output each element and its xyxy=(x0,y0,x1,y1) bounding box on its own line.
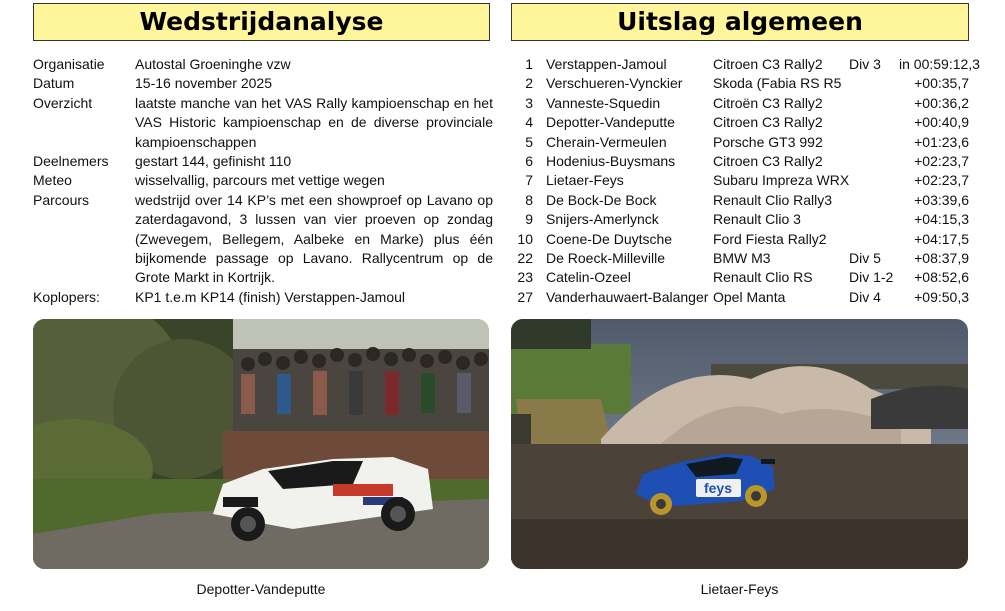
result-position: 8 xyxy=(525,191,533,208)
result-car: Citroën C3 Rally2 xyxy=(713,94,823,111)
result-division xyxy=(849,94,899,113)
photo-caption-right: Lietaer-Feys xyxy=(700,581,779,597)
result-car: Citroen C3 Rally2 xyxy=(713,114,823,131)
result-division xyxy=(849,133,899,152)
result-row xyxy=(511,113,969,132)
result-division xyxy=(849,74,899,93)
info-label: Organisatie xyxy=(33,56,105,72)
result-position: 5 xyxy=(525,133,533,150)
result-crew: De Bock-De Bock xyxy=(546,191,657,208)
result-row xyxy=(511,74,969,93)
result-division xyxy=(849,152,899,171)
result-row xyxy=(511,191,969,210)
info-row xyxy=(33,191,493,288)
result-position: 6 xyxy=(525,153,533,170)
results-header: Uitslag algemeen xyxy=(511,3,969,41)
result-position: 22 xyxy=(517,250,533,267)
result-crew: De Roeck-Milleville xyxy=(546,250,666,267)
result-crew: Snijers-Amerlynck xyxy=(546,211,659,228)
result-division: Div 1-2 xyxy=(849,269,894,286)
result-time: +01:23,6 xyxy=(914,133,969,150)
result-crew: Verstappen-Jamoul xyxy=(546,56,667,72)
result-time: +08:52,6 xyxy=(914,269,969,286)
result-car: Renault Clio RS xyxy=(713,269,813,286)
result-time: in 00:59:12,3 xyxy=(899,56,980,72)
result-position: 23 xyxy=(517,269,533,286)
result-crew: Verschueren-Vynckier xyxy=(546,75,683,92)
info-label: Parcours xyxy=(33,191,90,208)
info-value: gestart 144, gefinisht 110 xyxy=(135,153,292,170)
result-row xyxy=(511,171,969,190)
result-row xyxy=(511,55,980,74)
info-row xyxy=(33,74,493,93)
result-car: BMW M3 xyxy=(713,250,771,267)
result-crew: Depotter-Vandeputte xyxy=(546,114,675,131)
result-row xyxy=(511,268,969,287)
info-value: wedstrijd over 14 KP’s met een showproef op Lavano op zaterdagavond, 3 lussen van vier proeven op zondag (Zwevegem, Bellegem, Aalbeke en Marke) plus één bijkomende passage op Lavano. Rallycentrum op de Grote Markt in Kortrijk. xyxy=(135,191,493,286)
result-position: 4 xyxy=(525,114,533,131)
info-value: 15-16 november 2025 xyxy=(135,75,272,92)
result-car: Renault Clio 3 xyxy=(713,211,801,228)
result-position: 7 xyxy=(525,172,533,189)
result-position: 1 xyxy=(525,56,533,72)
info-row xyxy=(33,171,493,190)
result-position: 9 xyxy=(525,211,533,228)
info-label: Deelnemers xyxy=(33,153,109,170)
result-row xyxy=(511,152,969,171)
info-label: Datum xyxy=(33,75,75,92)
result-time: +03:39,6 xyxy=(914,191,969,208)
info-value: laatste manche van het VAS Rally kampioenschap en het VAS Historic kampioenschap en de diverse provinciale kampioenschappen xyxy=(135,94,493,150)
analysis-info-table xyxy=(33,55,493,307)
info-row xyxy=(33,152,493,171)
info-row xyxy=(33,94,493,152)
result-division xyxy=(849,230,899,249)
info-label: Koplopers: xyxy=(33,288,100,305)
result-crew: Vanderhauwaert-Balanger xyxy=(546,288,709,305)
result-division xyxy=(849,171,899,190)
results-table xyxy=(511,55,980,307)
result-crew: Coene-De Duytsche xyxy=(546,230,673,247)
result-crew: Catelin-Ozeel xyxy=(546,269,631,286)
result-car: Skoda (Fabia RS R5 xyxy=(713,75,842,92)
result-division: Div 3 xyxy=(849,56,881,72)
result-time: +00:35,7 xyxy=(914,75,969,92)
result-division xyxy=(849,210,899,229)
result-row xyxy=(511,288,969,307)
result-time: +04:15,3 xyxy=(914,211,969,228)
result-row xyxy=(511,94,969,113)
result-row xyxy=(511,133,969,152)
result-time: +08:37,9 xyxy=(914,250,969,267)
result-time: +04:17,5 xyxy=(914,230,969,247)
result-division: Div 5 xyxy=(849,250,881,267)
info-label: Meteo xyxy=(33,172,72,189)
result-crew: Cherain-Vermeulen xyxy=(546,133,667,150)
result-time: +09:50,3 xyxy=(914,288,969,305)
photo-citroen-rally-car xyxy=(33,319,489,569)
result-division xyxy=(849,191,899,210)
photo-caption-left: Depotter-Vandeputte xyxy=(196,581,326,597)
analysis-header: Wedstrijdanalyse xyxy=(33,3,490,41)
result-position: 10 xyxy=(517,230,533,247)
result-row xyxy=(511,249,969,268)
photo-subaru-rally-car xyxy=(511,319,968,569)
result-time: +00:36,2 xyxy=(914,94,969,111)
result-car: Opel Manta xyxy=(713,288,786,305)
info-value: Autostal Groeninghe vzw xyxy=(135,56,291,72)
info-label: Overzicht xyxy=(33,94,93,111)
info-value: wisselvallig, parcours met vettige wegen xyxy=(135,172,385,189)
result-crew: Hodenius-Buysmans xyxy=(546,153,676,170)
result-row xyxy=(511,230,969,249)
result-time: +00:40,9 xyxy=(914,114,969,131)
result-time: +02:23,7 xyxy=(914,153,969,170)
car-sponsor-text: feys xyxy=(703,480,733,496)
result-division xyxy=(849,113,899,132)
result-car: Renault Clio Rally3 xyxy=(713,191,833,208)
result-car: Porsche GT3 992 xyxy=(713,133,823,150)
info-row xyxy=(33,55,493,74)
result-car: Citroen C3 Rally2 xyxy=(713,56,823,72)
result-row xyxy=(511,210,969,229)
result-crew: Vanneste-Squedin xyxy=(546,94,661,111)
result-position: 3 xyxy=(525,94,533,111)
info-row xyxy=(33,288,493,307)
result-division: Div 4 xyxy=(849,288,881,305)
result-time: +02:23,7 xyxy=(914,172,969,189)
result-crew: Lietaer-Feys xyxy=(546,172,624,189)
result-car: Subaru Impreza WRX xyxy=(713,172,850,189)
result-position: 27 xyxy=(517,288,533,305)
result-car: Citroen C3 Rally2 xyxy=(713,153,823,170)
info-value: KP1 t.e.m KP14 (finish) Verstappen-Jamoul xyxy=(135,288,406,305)
result-car: Ford Fiesta Rally2 xyxy=(713,230,827,247)
result-position: 2 xyxy=(525,75,533,92)
